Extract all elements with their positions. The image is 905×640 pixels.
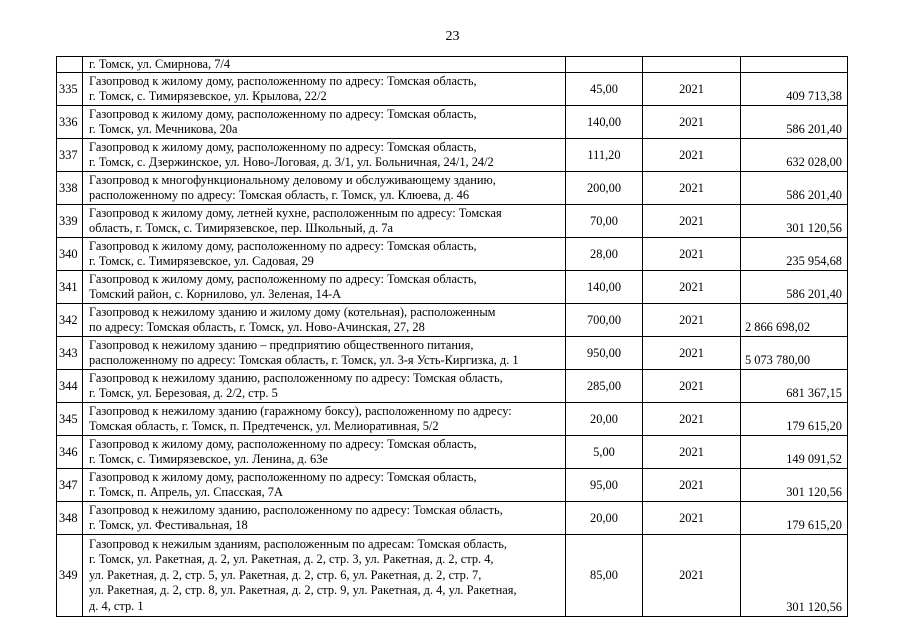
table-row [57,502,848,535]
row-number-cell: 348 [57,502,83,535]
description-line: г. Томск, с. Тимирязевское, ул. Ленина, д. 63е [89,452,328,466]
cost-value: 301 120,56 [786,485,842,499]
description-line: ул. Ракетная, д. 2, стр. 8, ул. Ракетная, д. 2, стр. 9, ул. Ракетная, д. 4, ул. Ракетная, [89,583,517,597]
description-line: Газопровод к нежилым зданиям, расположенным по адресам: Томская область, [89,536,507,551]
cost-cell [741,436,848,469]
description-cell [83,172,566,205]
length-cell: 5,00 [566,436,643,469]
table-row [57,106,848,139]
description-line: г. Томск, ул. Ракетная, д. 2, ул. Ракетная, д. 2, стр. 3, ул. Ракетная, д. 2, стр. 4, [89,552,494,566]
length-cell: 700,00 [566,304,643,337]
cost-cell [741,304,848,337]
gas-pipeline-register-table [56,56,848,617]
description-cell [83,238,566,271]
description-line: Газопровод к жилому дому, расположенному по адресу: Томская область, [89,436,477,451]
table-row [57,469,848,502]
year-cell: 2021 [643,370,741,403]
year-cell: 2021 [643,172,741,205]
year-cell: 2021 [643,337,741,370]
cost-value: 301 120,56 [786,221,842,235]
table-row [57,238,848,271]
cost-cell [741,238,848,271]
description-cell [83,436,566,469]
length-cell: 140,00 [566,106,643,139]
description-cell [83,403,566,436]
length-cell: 85,00 [566,535,643,617]
year-cell: 2021 [643,469,741,502]
description-cell: г. Томск, ул. Смирнова, 7/4 [83,57,566,73]
cost-cell [741,73,848,106]
length-cell: 70,00 [566,205,643,238]
description-line: ул. Ракетная, д. 2, стр. 5, ул. Ракетная, д. 2, стр. 6, ул. Ракетная, д. 2, стр. 7, [89,567,482,582]
table-row [57,73,848,106]
description-line: г. Томск, п. Апрель, ул. Спасская, 7А [89,485,283,499]
description-line: Газопровод к жилому дому, расположенному по адресу: Томская область, [89,73,477,88]
description-cell [83,205,566,238]
cost-cell [741,205,848,238]
cost-value: 179 615,20 [786,518,842,532]
description-line: г. Томск, ул. Мечникова, 20а [89,122,238,136]
length-cell: 200,00 [566,172,643,205]
description-cell [83,469,566,502]
cost-value: 179 615,20 [786,419,842,433]
row-number-cell: 339 [57,205,83,238]
description-line: г. Томск, с. Дзержинское, ул. Ново-Логовая, д. 3/1, ул. Больничная, 24/1, 24/2 [89,155,494,169]
description-line: Томский район, с. Корнилово, ул. Зеленая, 14-А [89,287,342,301]
length-cell: 140,00 [566,271,643,304]
description-cell [83,106,566,139]
year-cell: 2021 [643,502,741,535]
row-number-cell: 347 [57,469,83,502]
length-cell: 20,00 [566,502,643,535]
cost-cell [741,139,848,172]
cost-value: 149 091,52 [786,452,842,466]
description-line: Газопровод к нежилому зданию, расположенному по адресу: Томская область, [89,370,503,385]
description-cell [83,73,566,106]
length-cell: 95,00 [566,469,643,502]
description-cell [83,304,566,337]
table-row [57,436,848,469]
description-line: Газопровод к жилому дому, расположенному по адресу: Томская область, [89,238,477,253]
description-line: по адресу: Томская область, г. Томск, ул. Ново-Ачинская, 27, 28 [89,320,425,334]
year-cell: 2021 [643,238,741,271]
year-cell: 2021 [643,304,741,337]
description-line: область, г. Томск, с. Тимирязевское, пер. Школьный, д. 7а [89,221,393,235]
cost-value: 301 120,56 [786,599,842,614]
cost-value: 586 201,40 [786,122,842,136]
table-row [57,403,848,436]
cost-cell [741,403,848,436]
length-cell: 45,00 [566,73,643,106]
description-line: Газопровод к жилому дому, расположенному по адресу: Томская область, [89,469,477,484]
table-row [57,370,848,403]
description-line: Газопровод к нежилому зданию (гаражному боксу), расположенному по адресу: [89,403,512,418]
description-line: г. Томск, ул. Фестивальная, 18 [89,518,248,532]
cost-value: 586 201,40 [786,188,842,202]
description-line: г. Томск, ул. Березовая, д. 2/2, стр. 5 [89,386,278,400]
table-row [57,139,848,172]
description-cell [83,502,566,535]
description-line: Газопровод к жилому дому, летней кухне, расположенным по адресу: Томская [89,205,502,220]
year-cell: 2021 [643,139,741,172]
description-cell [83,271,566,304]
row-number-cell: 336 [57,106,83,139]
description-line: расположенному по адресу: Томская область, г. Томск, ул. Клюева, д. 46 [89,188,470,202]
cost-value: 235 954,68 [786,254,842,268]
cost-value: 5 073 780,00 [745,353,811,367]
description-line: д. 4, стр. 1 [89,598,144,613]
description-cell [83,535,566,617]
cost-cell [741,469,848,502]
description-line: Томская область, г. Томск, п. Предтеченск, ул. Мелиоративная, 5/2 [89,419,439,433]
row-number-cell: 346 [57,436,83,469]
row-number-cell: 340 [57,238,83,271]
year-cell: 2021 [643,73,741,106]
description-line: г. Томск, с. Тимирязевское, ул. Крылова, 22/2 [89,89,327,103]
length-cell: 285,00 [566,370,643,403]
year-cell [643,57,741,73]
cost-cell [741,106,848,139]
description-cell [83,139,566,172]
row-number-cell: 343 [57,337,83,370]
description-line: Газопровод к жилому дому, расположенному по адресу: Томская область, [89,139,477,154]
table-row [57,205,848,238]
cost-cell [741,172,848,205]
cost-cell [741,337,848,370]
length-cell: 20,00 [566,403,643,436]
length-cell: 111,20 [566,139,643,172]
row-number-cell: 337 [57,139,83,172]
cost-cell [741,57,848,73]
row-number-cell: 349 [57,535,83,617]
length-cell [566,57,643,73]
year-cell: 2021 [643,205,741,238]
description-cell [83,337,566,370]
description-line: Газопровод к нежилому зданию – предприятию общественного питания, [89,337,474,352]
year-cell: 2021 [643,535,741,617]
page-number: 23 [445,29,460,44]
row-number-cell: 341 [57,271,83,304]
row-number-cell: 342 [57,304,83,337]
description-line: Газопровод к нежилому зданию и жилому дому (котельная), расположенным [89,304,496,319]
table-row [57,337,848,370]
description-line: Газопровод к нежилому зданию, расположенному по адресу: Томская область, [89,502,503,517]
cost-value: 632 028,00 [786,155,842,169]
cost-value: 409 713,38 [786,89,842,103]
row-number-cell: 338 [57,172,83,205]
cost-cell [741,370,848,403]
cost-cell [741,535,848,617]
table-row [57,271,848,304]
table-row [57,535,848,617]
row-number-cell: 335 [57,73,83,106]
year-cell: 2021 [643,271,741,304]
row-number-cell: 345 [57,403,83,436]
length-cell: 28,00 [566,238,643,271]
table-row [57,304,848,337]
year-cell: 2021 [643,436,741,469]
length-cell: 950,00 [566,337,643,370]
description-line: г. Томск, с. Тимирязевское, ул. Садовая, 29 [89,254,314,268]
row-number-cell [57,57,83,73]
cost-cell [741,502,848,535]
row-number-cell: 344 [57,370,83,403]
description-cell [83,370,566,403]
description-line: расположенному по адресу: Томская область, г. Томск, ул. 3-я Усть-Киргизка, д. 1 [89,353,519,367]
description-line: Газопровод к жилому дому, расположенному по адресу: Томская область, [89,106,477,121]
continuation-row [57,57,848,73]
description-line: Газопровод к жилому дому, расположенному по адресу: Томская область, [89,271,477,286]
table-body [57,57,848,617]
cost-value: 586 201,40 [786,287,842,301]
cost-cell [741,271,848,304]
table-row [57,172,848,205]
cost-value: 681 367,15 [786,386,842,400]
description-line: Газопровод к многофункциональному деловому и обслуживающему зданию, [89,172,496,187]
year-cell: 2021 [643,106,741,139]
cost-value: 2 866 698,02 [745,320,811,334]
year-cell: 2021 [643,403,741,436]
